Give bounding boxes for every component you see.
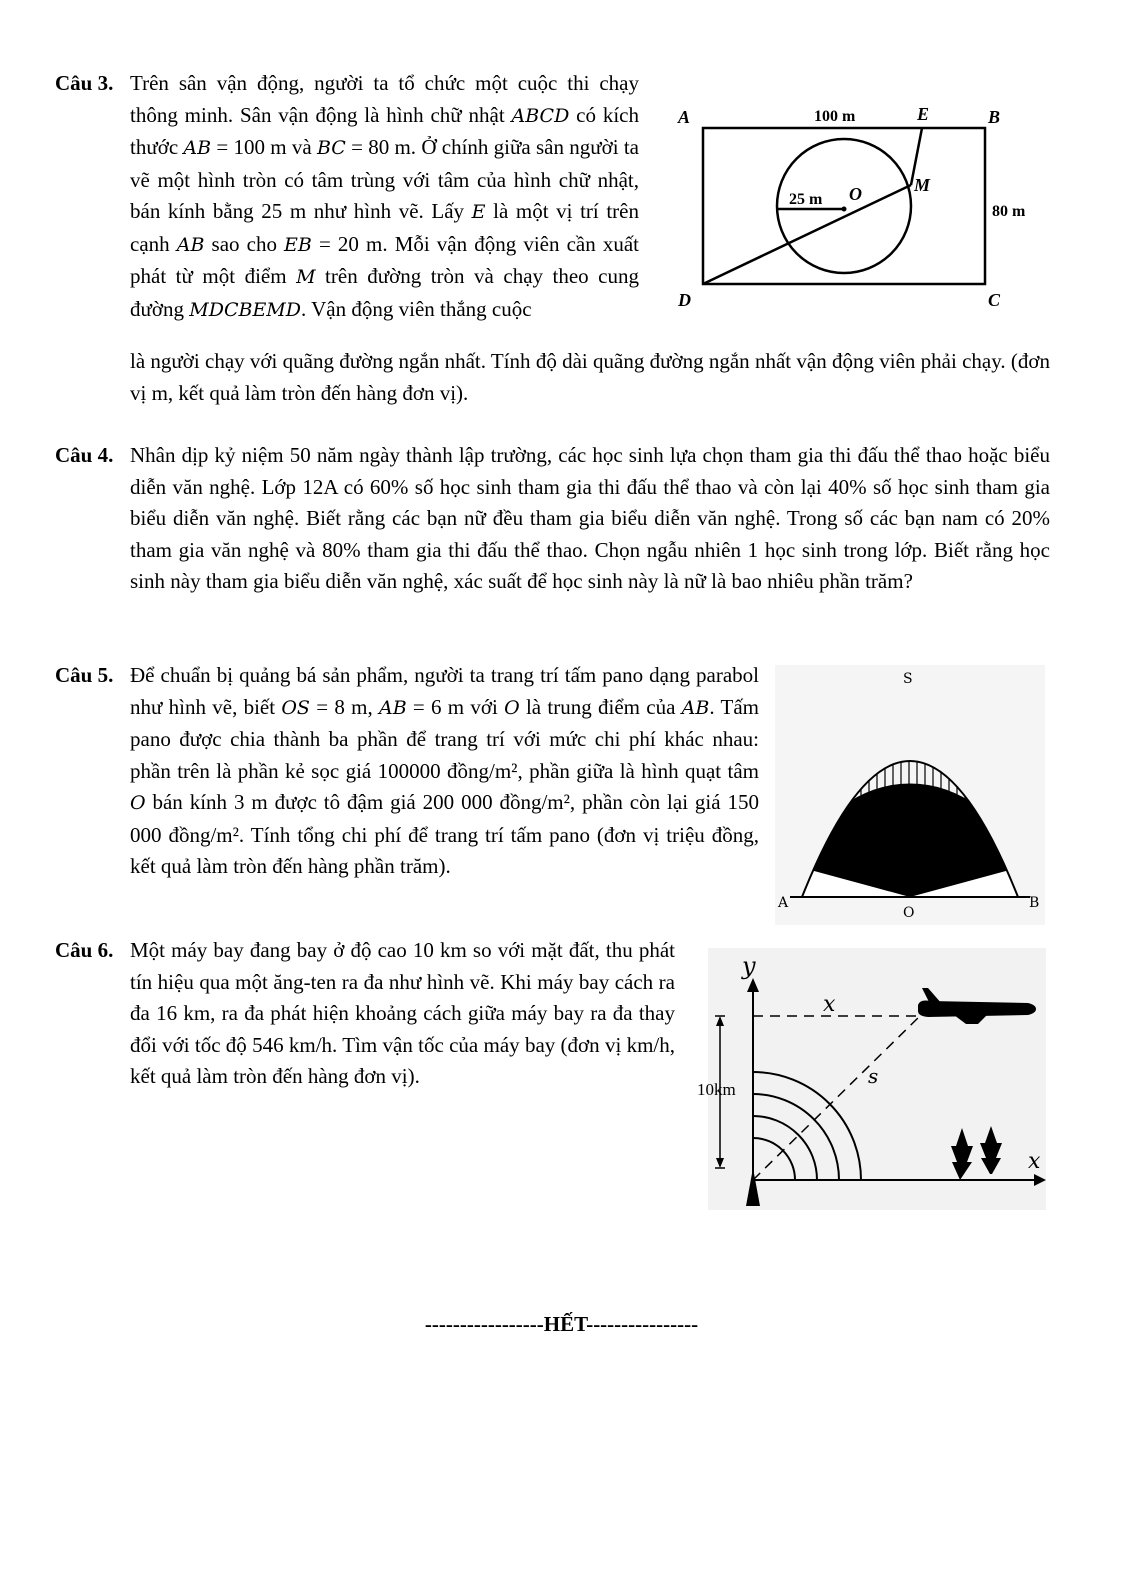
label-y: y: [742, 952, 756, 980]
parabola-panel-figure: [775, 665, 1045, 925]
question-6: [55, 935, 675, 1093]
question-label: Câu 3.: [55, 71, 114, 95]
label-ab: 100 m: [814, 108, 856, 125]
label-B: B: [988, 107, 1001, 127]
label-x-top: x: [823, 992, 836, 1017]
question-text: Để chuẩn bị quảng bá sản phẩm, người ta trang trí tấm pano dạng parabol như hình vẽ, biết OS = 8 m, AB = 6 m với O là trung điểm của AB. Tấm pano được chia thành ba phần để trang trí với mức chi phí khác nhau: phần trên là phần kẻ sọc giá 100000 đồng/m², phần giữa là hình quạt tâm O bán kính 3 m được tô đậm giá 200 000 đồng/m², phần còn lại giá 150 000 đồng/m². Tính tổng chi phí để trang trí tấm pano (đơn vị triệu đồng, kết quả làm tròn đến hàng phần trăm).: [130, 663, 759, 878]
radar-plane-figure: [690, 948, 1046, 1210]
question-3: [55, 68, 639, 326]
label-A: A: [678, 107, 691, 127]
question-3-continued: là người chạy với quãng đường ngắn nhất. Tính độ dài quãng đường ngắn nhất vận động viên phải chạy. (đơn vị m, kết quả làm tròn đến hàng đơn vị).: [130, 349, 1050, 405]
label-B: B: [1029, 895, 1040, 911]
end-marker: -----------------HẾT----------------: [424, 1312, 699, 1336]
label-A: A: [778, 895, 789, 911]
stadium-figure: [668, 98, 1048, 318]
question-4: [55, 440, 1050, 598]
question-text: Một máy bay đang bay ở độ cao 10 km so với mặt đất, thu phát tín hiệu qua một ăng-ten ra đa như hình vẽ. Khi máy bay cách ra đa 16 km, ra đa phát hiện khoảng cách giữa máy bay ra đa thay đổi với tốc độ 546 km/h. Tìm vận tốc của máy bay (đơn vị km/h, kết quả làm tròn đến hàng đơn vị).: [130, 938, 675, 1088]
question-label: Câu 4.: [55, 443, 114, 467]
question-label: Câu 5.: [55, 663, 114, 687]
question-label: Câu 6.: [55, 938, 114, 962]
label-r: 25 m: [789, 191, 823, 208]
label-x-axis: x: [1028, 1149, 1041, 1174]
question-5: [55, 660, 759, 883]
label-s: s: [868, 1064, 879, 1088]
label-E: E: [917, 104, 930, 124]
label-bc: 80 m: [992, 203, 1026, 220]
label-height: 10km: [697, 1080, 736, 1099]
label-C: C: [988, 290, 1001, 310]
label-S: S: [903, 671, 913, 687]
question-text: Trên sân vận động, người ta tổ chức một cuộc thi chạy thông minh. Sân vận động là hình chữ nhật ABCD có kích thước AB = 100 m và BC = 80 m. Ở chính giữa sân người ta vẽ một hình tròn có tâm trùng với tâm của hình chữ nhật, bán kính bằng 25 m như hình vẽ. Lấy E là một vị trí trên cạnh AB sao cho EB = 20 m. Mỗi vận động viên cần xuất phát từ một điểm M trên đường tròn và chạy theo cung đường MDCBEMD. Vận động viên thắng cuộc: [130, 71, 640, 321]
label-O: O: [849, 184, 862, 204]
question-text: Nhân dịp kỷ niệm 50 năm ngày thành lập trường, các học sinh lựa chọn tham gia thi đấu thể thao hoặc biểu diễn văn nghệ. Lớp 12A có 60% số học sinh tham gia thi đấu thể thao và còn lại 40% số học sinh tham gia biểu diễn văn nghệ. Biết rằng các bạn nữ đều tham gia biểu diễn văn nghệ. Trong số các bạn nam có 20% tham gia văn nghệ và 80% tham gia thi đấu thể thao. Chọn ngẫu nhiên 1 học sinh trong lớp. Biết rằng học sinh này tham gia biểu diễn văn nghệ, xác suất để học sinh này là nữ là bao nhiêu phần trăm?: [130, 443, 1050, 593]
label-O: O: [903, 905, 915, 921]
label-M: M: [914, 175, 931, 195]
label-D: D: [678, 290, 691, 310]
